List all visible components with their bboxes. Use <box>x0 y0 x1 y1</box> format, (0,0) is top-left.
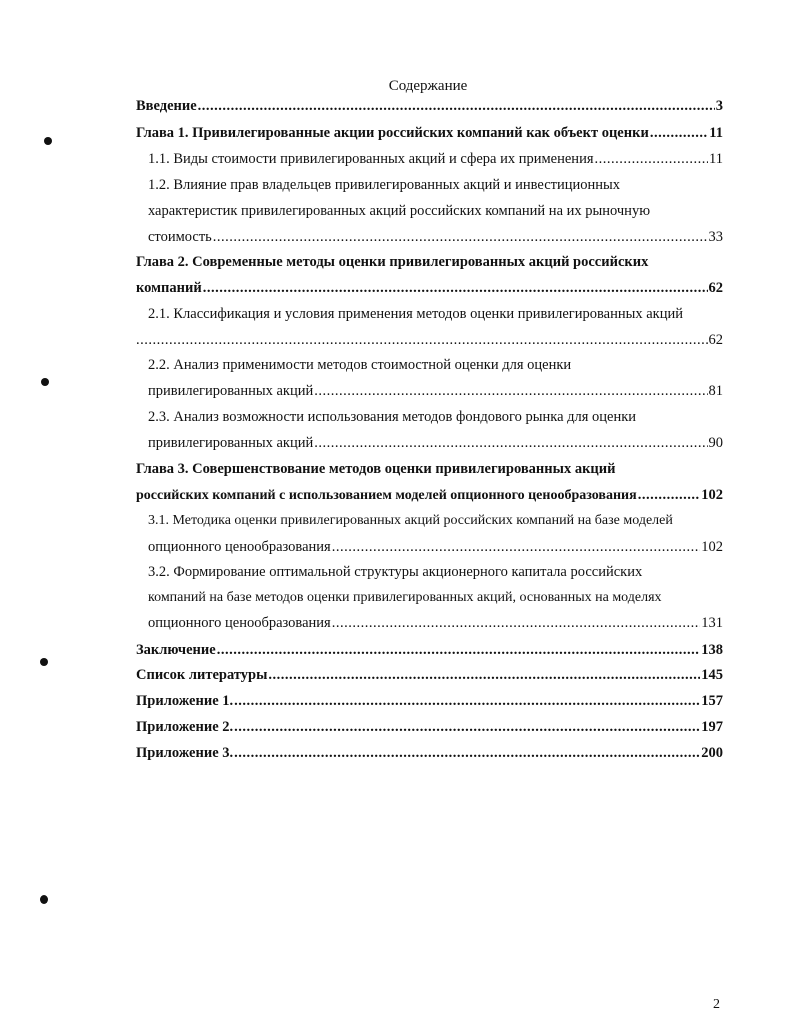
toc-page-number: 102 <box>701 539 723 555</box>
toc-entry-appendix-2 <box>136 718 723 736</box>
toc-entry-section-2-2 <box>148 382 723 400</box>
toc-entry-section-3-2-line-1: 3.2. Формирование оптимальной структуры акционерного капитала российских <box>148 564 643 580</box>
toc-page-number: 3 <box>715 98 723 114</box>
toc-page-number: 62 <box>708 332 723 348</box>
toc-entry-chapter-3-line-1: Глава 3. Совершенствование методов оценки привилегированных акций <box>136 461 616 477</box>
toc-entry-text: привилегированных акций <box>148 435 314 451</box>
toc-entry-conclusion <box>136 641 723 659</box>
toc-entry-text: опционного ценообразования <box>148 539 331 555</box>
page-number: 2 <box>713 997 720 1012</box>
toc-page-number: 11 <box>709 125 723 141</box>
leader-dots <box>213 228 708 246</box>
toc-entry-references <box>136 666 723 684</box>
toc-page-number: 145 <box>701 667 723 683</box>
leader-dots <box>217 641 701 659</box>
toc-entry-intro <box>136 97 723 115</box>
toc-entry-section-1-2-line-1: 1.2. Влияние прав владельцев привилегированных акций и инвестиционных <box>148 177 621 193</box>
leader-dots <box>314 382 707 400</box>
toc-entry-text: привилегированных акций <box>148 383 314 399</box>
leader-dots <box>595 150 709 168</box>
toc-entry-text: стоимость <box>148 229 212 245</box>
leader-dots <box>203 279 708 297</box>
toc-entry-text: 1.1. Виды стоимости привилегированных акций и сфера их применения <box>148 151 594 167</box>
leader-dots <box>136 331 708 349</box>
leader-dots <box>638 486 701 504</box>
toc-page-number: 33 <box>708 229 723 245</box>
toc-entry-appendix-3 <box>136 744 723 762</box>
toc-entry-text: Список литературы <box>136 667 268 683</box>
toc-page-number: 200 <box>701 745 723 761</box>
toc-entry-chapter-1 <box>136 124 723 142</box>
toc-entry-section-2-3-line-1: 2.3. Анализ возможности использования методов фондового рынка для оценки <box>148 409 637 425</box>
scan-speck <box>41 378 49 386</box>
toc-entry-section-1-1 <box>148 150 723 168</box>
leader-dots <box>234 692 700 710</box>
toc-entry-section-3-2-line-2: компаний на базе методов оценки привилегированных акций, основанных на моделях <box>148 590 662 605</box>
toc-page-number: 157 <box>701 693 723 709</box>
toc-entry-section-3-1-line-1: 3.1. Методика оценки привилегированных акций российских компаний на базе моделей <box>148 513 673 528</box>
toc-entry-text: Заключение <box>136 642 216 658</box>
scan-speck <box>40 895 48 904</box>
toc-entry-section-3-2 <box>148 614 723 632</box>
leader-dots <box>268 666 700 684</box>
leader-dots <box>314 434 707 452</box>
leader-dots <box>234 718 700 736</box>
toc-entry-chapter-2 <box>136 279 723 297</box>
toc-entry-text: компаний <box>136 280 202 296</box>
toc-entry-section-2-1-line-1: 2.1. Классификация и условия применения методов оценки привилегированных акций <box>148 306 683 322</box>
toc-entry-section-1-2-line-2: характеристик привилегированных акций российских компаний на их рыночную <box>148 203 651 219</box>
toc-page-number: 138 <box>701 642 723 658</box>
toc-page-number: 62 <box>708 280 723 296</box>
toc-page-number: 102 <box>701 487 723 503</box>
toc-page-number: 197 <box>701 719 723 735</box>
toc-entry-text: опционного ценообразования <box>148 615 331 631</box>
scan-speck <box>44 137 52 145</box>
toc-entry-chapter-2-line-1: Глава 2. Современные методы оценки привилегированных акций российских <box>136 254 649 270</box>
toc-page-number: 90 <box>708 435 723 451</box>
toc-entry-text: Глава 1. Привилегированные акции российских компаний как объект оценки <box>136 125 649 141</box>
toc-entry-text: Приложение 1. <box>136 693 234 709</box>
toc-page-number: 11 <box>709 151 723 167</box>
toc-page-number: 81 <box>708 383 723 399</box>
toc-entry-section-2-1 <box>136 331 723 349</box>
toc-title: Содержание <box>388 78 468 94</box>
toc-entry-section-3-1 <box>148 538 723 556</box>
leader-dots <box>332 614 701 632</box>
toc-entry-chapter-3 <box>136 486 723 505</box>
leader-dots <box>650 124 708 142</box>
toc-entry-section-2-3 <box>148 434 723 452</box>
toc-entry-text: Введение <box>136 98 197 114</box>
toc-entry-section-2-2-line-1: 2.2. Анализ применимости методов стоимостной оценки для оценки <box>148 357 572 373</box>
toc-entry-text: Приложение 3. <box>136 745 234 761</box>
scan-speck <box>40 658 48 666</box>
toc-entry-section-1-2 <box>148 228 723 246</box>
toc-entry-text: Приложение 2. <box>136 719 234 735</box>
leader-dots <box>198 97 715 115</box>
toc-page-number: 131 <box>701 615 723 631</box>
leader-dots <box>332 538 701 556</box>
toc-entry-text: российских компаний с использованием моделей опционного ценообразования <box>136 488 637 503</box>
toc-entry-appendix-1 <box>136 692 723 710</box>
leader-dots <box>234 744 700 762</box>
